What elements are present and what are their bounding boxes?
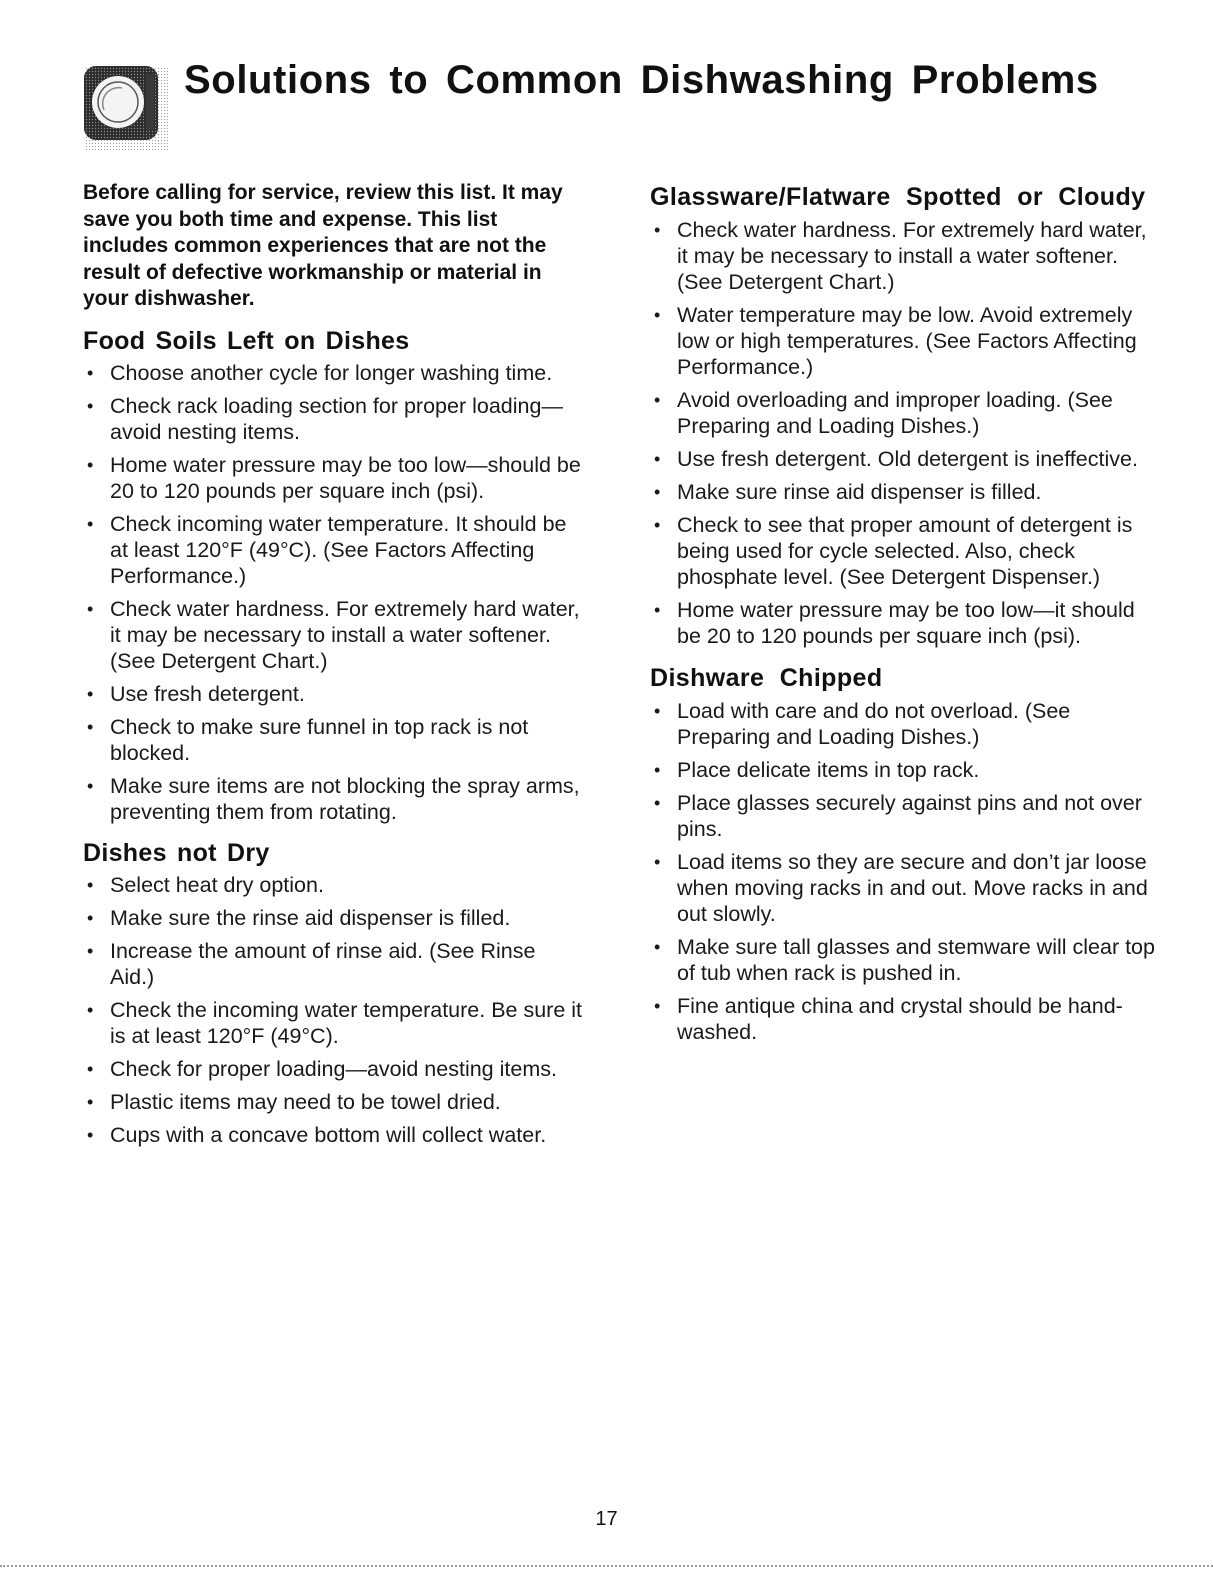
item-text: Fine antique china and crystal should be hand-washed. [677,994,1123,1044]
bullet: • [87,999,94,1020]
bullet: • [654,449,661,469]
bullet: • [654,760,661,780]
item-list [83,872,583,1148]
section-dishware-chipped [650,661,1155,1045]
item-text: Make sure rinse aid dispenser is filled. [677,480,1042,504]
bullet: • [87,775,94,796]
bottom-dotted-rule [0,1565,1213,1567]
item-text: Check rack loading section for proper loading—avoid nesting items. [110,393,563,444]
item-text: Use fresh detergent. [110,681,305,706]
bullet: • [654,852,661,872]
item-text: Make sure tall glasses and stemware will clear top of tub when rack is pushed in. [677,935,1155,985]
dishwasher-dial-icon [82,64,170,152]
item-text: Cups with a concave bottom will collect water. [110,1122,547,1147]
item-list [83,360,583,825]
list-item [650,597,1155,649]
list-item [650,934,1155,986]
section-title: Dishware Chipped [650,664,883,692]
bullet: • [654,937,661,957]
bullet: • [654,515,661,535]
bullet: • [87,683,94,704]
item-text: Home water pressure may be too low—it should be 20 to 120 pounds per square inch (psi). [677,598,1135,648]
list-item [83,596,583,674]
item-text: Make sure the rinse aid dispenser is filled. [110,905,511,930]
bullet: • [654,793,661,813]
intro-paragraph: Before calling for service, review this list. It may save you both time and expense. This list includes common experiences that are not the result of defective workmanship or material in your dishwasher. [83,181,563,310]
item-text: Check water hardness. For extremely hard water, it may be necessary to install a water softener. (See Detergent Chart.) [110,596,580,673]
list-item [83,938,583,990]
item-text: Check the incoming water temperature. Be sure it is at least 120°F (49°C). [110,997,583,1048]
bullet: • [654,701,661,721]
bullet: • [654,996,661,1016]
list-item [83,393,583,445]
item-text: Increase the amount of rinse aid. (See Rinse Aid.) [110,938,536,989]
page-number: 17 [595,1508,618,1530]
bullet: • [87,940,94,961]
page-header [82,54,1182,154]
item-text: Home water pressure may be too low—should be 20 to 120 pounds per square inch (psi). [110,452,581,503]
item-text: Load items so they are secure and don’t jar loose when moving racks in and out. Move racks in and out slowly. [677,850,1148,926]
list-item [650,993,1155,1045]
list-item [650,757,1155,783]
item-list [650,217,1155,649]
item-text: Water temperature may be low. Avoid extremely low or high temperatures. (See Factors Affecting Performance.) [677,303,1137,379]
list-item [83,997,583,1049]
list-item [83,681,583,707]
item-text: Check for proper loading—avoid nesting items. [110,1056,557,1081]
section-title: Glassware/Flatware Spotted or Cloudy [650,183,1146,211]
item-text: Place delicate items in top rack. [677,758,980,782]
item-text: Place glasses securely against pins and not over pins. [677,791,1142,841]
item-text: Avoid overloading and improper loading. (See Preparing and Loading Dishes.) [677,388,1113,438]
list-item [83,452,583,504]
list-item [650,446,1155,472]
bullet: • [87,716,94,737]
bullet: • [87,1058,94,1079]
list-item [83,773,583,825]
left-column [83,180,583,1160]
list-item [83,360,583,386]
bullet: • [87,362,94,383]
bullet: • [87,907,94,928]
list-item [83,714,583,766]
list-item [650,849,1155,927]
item-text: Plastic items may need to be towel dried. [110,1089,501,1114]
bullet: • [654,305,661,325]
list-item [650,698,1155,750]
item-text: Check water hardness. For extremely hard water, it may be necessary to install a water softener. (See Detergent Chart.) [677,218,1147,294]
section-title: Dishes not Dry [83,838,270,867]
bullet: • [87,454,94,475]
bullet: • [87,395,94,416]
list-item [650,512,1155,590]
bullet: • [87,874,94,895]
bullet: • [654,482,661,502]
bullet: • [87,1124,94,1145]
list-item [83,905,583,931]
section-title: Food Soils Left on Dishes [83,326,410,355]
list-item [650,387,1155,439]
list-item [83,511,583,589]
item-text: Check to make sure funnel in top rack is not blocked. [110,714,529,765]
bullet: • [654,220,661,240]
bullet: • [87,1091,94,1112]
list-item [83,1122,583,1148]
list-item [83,1056,583,1082]
item-text: Check to see that proper amount of detergent is being used for cycle selected. Also, check phosphate level. (See Detergent Dispenser.) [677,513,1133,589]
item-text: Check incoming water temperature. It should be at least 120°F (49°C). (See Factors Affecting Performance.) [110,511,567,588]
bullet: • [87,513,94,534]
list-item [650,302,1155,380]
page-title: Solutions to Common Dishwashing Problems [184,58,1099,102]
item-text: Choose another cycle for longer washing time. [110,360,553,385]
item-text: Load with care and do not overload. (See Preparing and Loading Dishes.) [677,699,1071,749]
section-dishes-not-dry [83,837,583,1148]
bullet: • [654,600,661,620]
list-item [83,1089,583,1115]
section-food-soils [83,325,583,825]
item-text: Make sure items are not blocking the spray arms, preventing them from rotating. [110,773,580,824]
bullet: • [87,598,94,619]
right-column [650,180,1155,1057]
item-list [650,698,1155,1045]
list-item [650,217,1155,295]
list-item [83,872,583,898]
list-item [650,790,1155,842]
list-item [650,479,1155,505]
section-glassware-spotted [650,180,1155,649]
item-text: Use fresh detergent. Old detergent is ineffective. [677,447,1138,471]
bullet: • [654,390,661,410]
item-text: Select heat dry option. [110,872,324,897]
